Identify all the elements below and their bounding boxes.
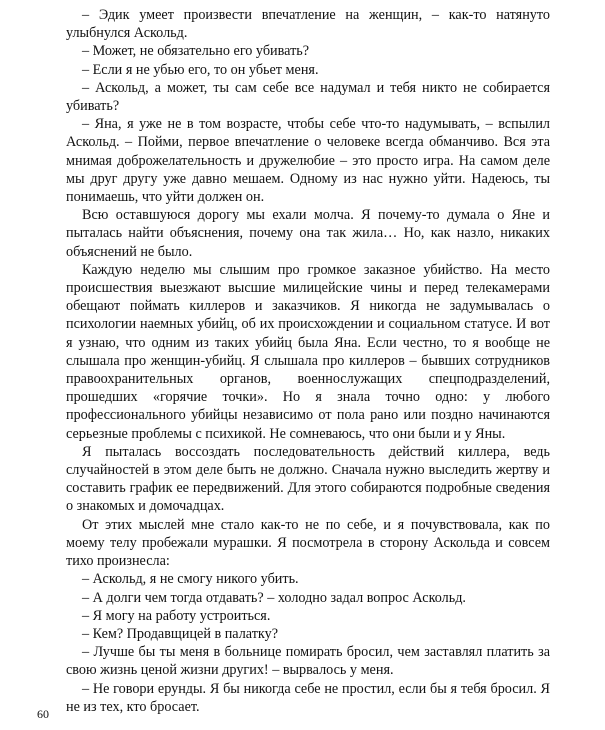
paragraph: – Аскольд, я не смогу никого убить.: [82, 571, 299, 588]
paragraph: – Эдик умеет произвести впечатление на женщин, – как-то натянуто улыбнулся Аскольд.: [66, 7, 550, 42]
paragraph: – Я могу на работу устроиться.: [82, 607, 271, 624]
paragraph: – Аскольд, а может, ты сам себе все надумал и тебя никто не собирается убивать?: [66, 79, 550, 115]
paragraph: – Если я не убью его, то он убьет меня.: [82, 61, 319, 78]
paragraph: – Может, не обязательно его убивать?: [82, 43, 310, 60]
paragraph: От этих мыслей мне стало как-то не по себе, и я почувствовала, как по моему телу пробежали мурашки. Я посмотрела в сторону Аскольда и совсем тихо произнесла:: [66, 516, 550, 570]
paragraph: – Яна, я уже не в том возрасте, чтобы себе что-то надумывать, – вспылил Аскольд. – Пойми, первое впечатление о человеке всегда обманчиво. Вся эта мнимая доброжелательность и дружелюбие – это просто игра. На самом деле мы друг другу уже давно мешаем. Одному из нас нужно уйти. Надеюсь, ты понимаешь, что уйти должен он.: [66, 116, 550, 206]
paragraph: Каждую неделю мы слышим про громкое заказное убийство. На место происшествия выезжают высшие милицейские чины и перед телекамерами обещают поймать киллеров и заказчиков. Я никогда не задумывалась о психологии наемных убийц, об их происхождении и социальном статусе. И вот я узнаю, что одним из таких убийц была Яна. Если честно, то я вообще не слышала про женщин-убийц. Я слышала про киллеров – бывших сотрудников правоохранительных органов, военнослужащих спецподразделений, прошедших «горячие точки». Но я знала точно одно: у любого профессионального убийцы независимо от пола рано или поздно начинаются серьезные проблемы с психикой. Не сомневаюсь, что они были и у Яны.: [66, 261, 550, 442]
paragraph: Я пыталась воссоздать последовательность действий киллера, ведь случайностей в этом деле быть не должно. Сначала нужно выследить жертву и составить график ее передвижений. Для этого собираются подробные сведения о знакомых и домочадцах.: [66, 443, 550, 515]
paragraph: Всю оставшуюся дорогу мы ехали молча. Я почему-то думала о Яне и пыталась найти объяснения, почему она так жила… Но, как назло, никаких объяснений не было.: [66, 207, 550, 260]
page-number: 60: [37, 707, 49, 721]
page-body: [66, 6, 550, 716]
paragraph: – А долги чем тогда отдавать? – холодно задал вопрос Аскольд.: [82, 589, 466, 606]
paragraph: – Кем? Продавщицей в палатку?: [82, 625, 279, 642]
paragraph: – Не говори ерунды. Я бы никогда себе не простил, если бы я тебя бросил. Я не из тех, кто бросает.: [66, 680, 550, 715]
paragraph: – Лучше бы ты меня в больнице помирать бросил, чем заставлял платить за свою жизнь ценой жизни других! – вырвалось у меня.: [66, 644, 550, 679]
